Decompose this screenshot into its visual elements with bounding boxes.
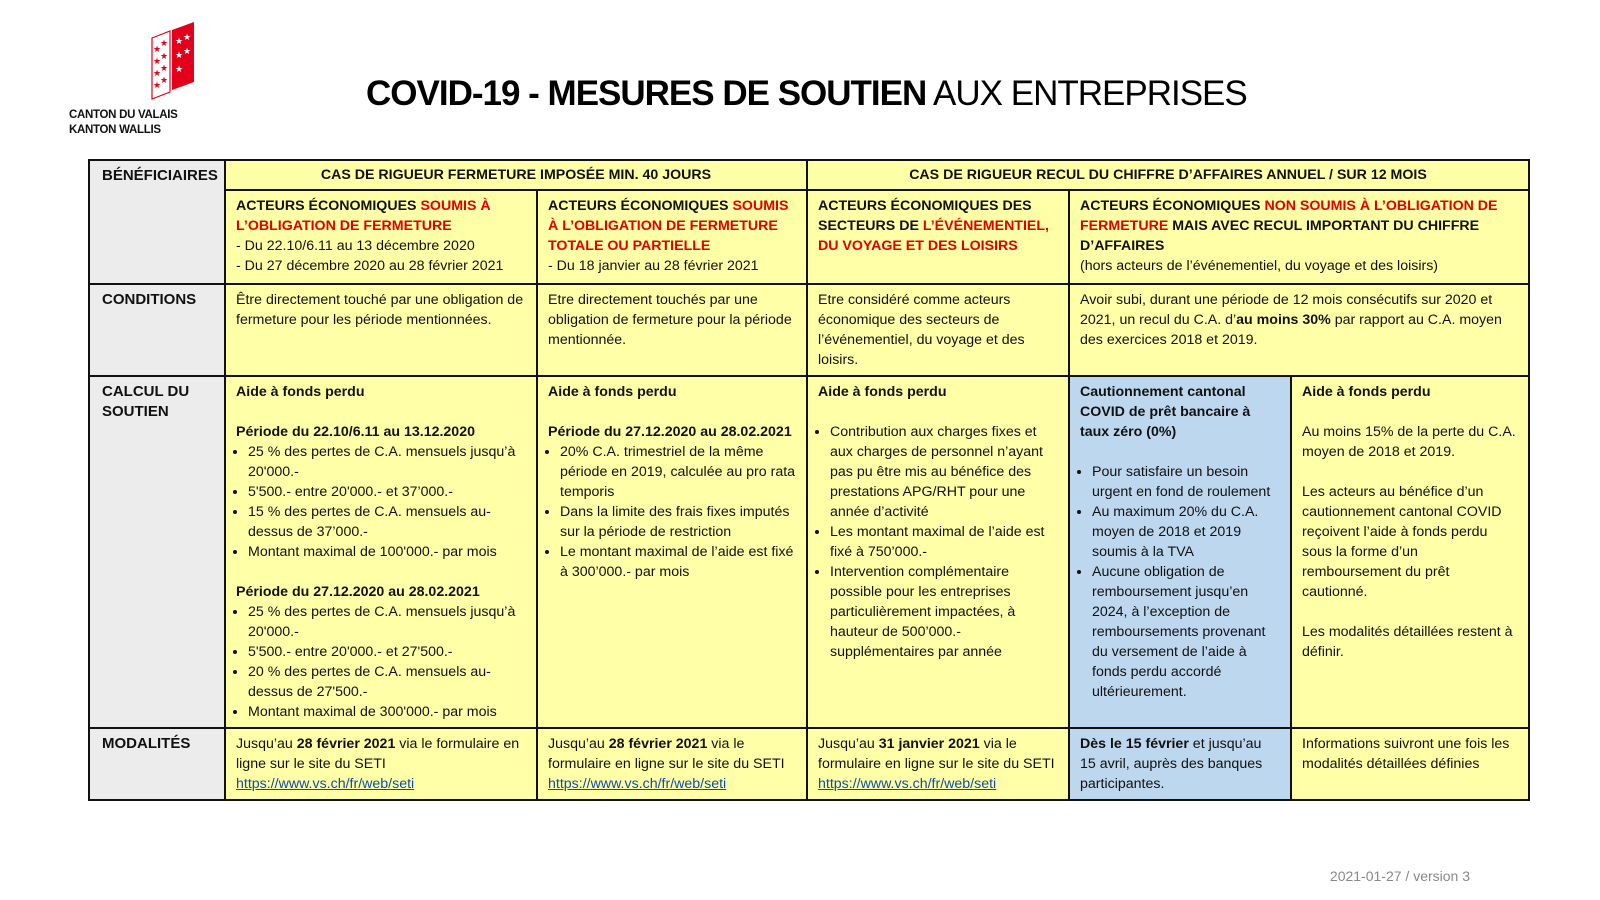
conditions-cell-3: Etre considéré comme acteurs économique des secteurs de l’événementiel, du voyage et des loisirs.: [807, 284, 1069, 376]
list-item: • 5'500.- entre 20'000.- et 27'500.-: [248, 642, 526, 662]
label-calcul: CALCUL DU SOUTIEN: [89, 376, 225, 728]
svg-text:★: ★: [153, 69, 162, 79]
title-rest: AUX ENTREPRISES: [926, 74, 1247, 113]
list-item: • 5'500.- entre 20'000.- et 37’000.-: [248, 482, 526, 502]
version-footer: 2021-01-27 / version 3: [1329, 868, 1470, 884]
svg-text:★: ★: [160, 76, 169, 86]
list-item: • Le montant maximal de l’aide est fixé à 300’000.- par mois: [560, 542, 796, 582]
modalites-cell-3: Jusqu’au 31 janvier 2021 via le formulaire en ligne sur le site du SETI https://www.vs.ch/fr/web/seti: [807, 728, 1069, 800]
list-item: • 20 % des pertes de C.A. mensuels au-dessus de 27'500.-: [248, 662, 526, 702]
svg-text:★: ★: [160, 52, 169, 62]
benef-cell-4: ACTEURS ÉCONOMIQUES NON SOUMIS À L’OBLIGATION DE FERMETURE MAIS AVEC RECUL IMPORTANT DU CHIFFRE D’AFFAIRES (hors acteurs de l’événementiel, du voyage et des loisirs): [1069, 190, 1529, 284]
calcul-cell-2: Aide à fonds perdu Période du 27.12.2020 au 28.02.2021 • 20% C.A. trimestriel de la même période en 2019, calculée au pro rata temporis • Dans la limite des frais fixes imputés sur la période de restriction • Le montant maximal de l’aide est fixé à 300’000.- par mois: [537, 376, 807, 728]
svg-text:★: ★: [153, 45, 162, 55]
svg-text:★: ★: [183, 47, 192, 57]
list-item: • Au maximum 20% du C.A. moyen de 2018 et 2019 soumis à la TVA: [1092, 502, 1280, 562]
list-item: • 20% C.A. trimestriel de la même période en 2019, calculée au pro rata temporis: [560, 442, 796, 502]
list-item: • Les montant maximal de l’aide est fixé à 750’000.-: [830, 522, 1058, 562]
measures-table: [88, 159, 1530, 801]
calcul-cell-1: Aide à fonds perdu Période du 22.10/6.11 au 13.12.2020 • 25 % des pertes de C.A. mensuels jusqu’à 20'000.- • 5'500.- entre 20'000.- et 37’000.- • 15 % des pertes de C.A. mensuels au-dessus de 37’000.- • Montant maximal de 100'000.- par mois Période du 27.12.2020 au 28.02.2021 • 25 % des pertes de C.A. mensuels jusqu’à 20'000.- • 5'500.- entre 20'000.- et 27'500.- • 20 % des pertes de C.A. mensuels au-dessus de 27'500.- • Montant maximal de 300'000.- par mois: [225, 376, 537, 728]
svg-text:★: ★: [160, 64, 169, 74]
benef-2-period-1: - Du 18 janvier au 28 février 2021: [548, 258, 759, 274]
list-item: • 25 % des pertes de C.A. mensuels jusqu’à 20'000.-: [248, 442, 526, 482]
calcul-cell-4: Cautionnement cantonal COVID de prêt bancaire à taux zéro (0%) • Pour satisfaire un besoin urgent en fond de roulement • Au maximum 20% du C.A. moyen de 2018 et 2019 soumis à la TVA • Aucune obligation de remboursement jusqu’en 2024, à l’exception de remboursements provenant du versement de l’aide à fonds perdu accordé ultérieurement.: [1069, 376, 1291, 728]
title-bold: COVID-19 - MESURES DE SOUTIEN: [366, 74, 927, 113]
logo-line-1: CANTON DU VALAIS: [69, 109, 178, 121]
label-conditions: CONDITIONS: [89, 284, 225, 376]
conditions-cell-1: Être directement touché par une obligation de fermeture pour les période mentionnées.: [225, 284, 537, 376]
canton-logo: [66, 20, 196, 140]
conditions-cell-4: Avoir subi, durant une période de 12 mois consécutifs sur 2020 et 2021, un recul du C.A. d’au moins 30% par rapport au C.A. moyen des exercices 2018 et 2019.: [1069, 284, 1529, 376]
label-beneficiaires: BÉNÉFICIAIRES: [89, 160, 225, 284]
calcul-cell-5: Aide à fonds perdu Au moins 15% de la perte du C.A. moyen de 2018 et 2019. Les acteurs au bénéfice d’un cautionnement cantonal COVID reçoivent l’aide à fonds perdu sous la forme d’un remboursement du prêt cautionné. Les modalités détaillées restent à définir.: [1291, 376, 1529, 728]
list-item: • 15 % des pertes de C.A. mensuels au-dessus de 37’000.-: [248, 502, 526, 542]
calcul-cell-3: Aide à fonds perdu • Contribution aux charges fixes et aux charges de personnel n’ayant pas pu être mis au bénéfice des prestations APG/RHT pour une année d’activité • Les montant maximal de l’aide est fixé à 750’000.- • Intervention complémentaire possible pour les entreprises particulièrement impactées, à hauteur de 500’000.- supplémentaires par année: [807, 376, 1069, 728]
benef-cell-2: ACTEURS ÉCONOMIQUES SOUMIS À L’OBLIGATION DE FERMETURE TOTALE OU PARTIELLE - Du 18 janvier au 28 février 2021: [537, 190, 807, 284]
svg-text:★: ★: [175, 51, 184, 61]
seti-link[interactable]: https://www.vs.ch/fr/web/seti: [818, 776, 997, 792]
seti-link[interactable]: https://www.vs.ch/fr/web/seti: [548, 776, 727, 792]
svg-text:★: ★: [160, 39, 169, 49]
svg-text:★: ★: [175, 37, 184, 47]
svg-text:★: ★: [153, 81, 162, 91]
list-item: • Montant maximal de 300'000.- par mois: [248, 702, 526, 722]
benef-1-period-2: - Du 27 décembre 2020 au 28 février 2021: [236, 258, 504, 274]
svg-text:★: ★: [153, 57, 162, 67]
benef-4-note: (hors acteurs de l’événementiel, du voyage et des loisirs): [1080, 258, 1439, 274]
header-fermeture: CAS DE RIGUEUR FERMETURE IMPOSÉE MIN. 40 JOURS: [225, 160, 807, 190]
conditions-cell-2: Etre directement touchés par une obligation de fermeture pour la période mentionnée.: [537, 284, 807, 376]
page-title: [366, 74, 1247, 114]
valais-flag-icon: [150, 22, 196, 104]
benef-1-period-1: - Du 22.10/6.11 au 13 décembre 2020: [236, 238, 475, 254]
list-item: • 25 % des pertes de C.A. mensuels jusqu’à 20'000.-: [248, 602, 526, 642]
list-item: • Contribution aux charges fixes et aux charges de personnel n’ayant pas pu être mis au bénéfice des prestations APG/RHT pour une année d’activité: [830, 422, 1058, 522]
logo-line-2: KANTON WALLIS: [69, 124, 161, 136]
list-item: • Pour satisfaire un besoin urgent en fond de roulement: [1092, 462, 1280, 502]
benef-cell-3: ACTEURS ÉCONOMIQUES DES SECTEURS DE L’ÉVÉNEMENTIEL, DU VOYAGE ET DES LOISIRS: [807, 190, 1069, 284]
modalites-cell-4: Dès le 15 février et jusqu’au 15 avril, auprès des banques participantes.: [1069, 728, 1291, 800]
header-recul: CAS DE RIGUEUR RECUL DU CHIFFRE D’AFFAIRES ANNUEL / SUR 12 MOIS: [807, 160, 1529, 190]
benef-cell-1: ACTEURS ÉCONOMIQUES SOUMIS À L’OBLIGATION DE FERMETURE - Du 22.10/6.11 au 13 décembre 2020 - Du 27 décembre 2020 au 28 février 2021: [225, 190, 537, 284]
list-item: • Montant maximal de 100'000.- par mois: [248, 542, 526, 562]
svg-text:★: ★: [183, 33, 192, 43]
modalites-cell-5: Informations suivront une fois les modalités détaillées définies: [1291, 728, 1529, 800]
label-modalites: MODALITÉS: [89, 728, 225, 800]
svg-text:★: ★: [175, 65, 184, 75]
modalites-cell-2: Jusqu’au 28 février 2021 via le formulaire en ligne sur le site du SETI https://www.vs.ch/fr/web/seti: [537, 728, 807, 800]
modalites-cell-1: Jusqu’au 28 février 2021 via le formulaire en ligne sur le site du SETI https://www.vs.ch/fr/web/seti: [225, 728, 537, 800]
list-item: • Aucune obligation de remboursement jusqu’en 2024, à l’exception de remboursements provenant du versement de l’aide à fonds perdu accordé ultérieurement.: [1092, 562, 1280, 702]
list-item: • Intervention complémentaire possible pour les entreprises particulièrement impactées, à hauteur de 500’000.- supplémentaires par année: [830, 562, 1058, 662]
list-item: • Dans la limite des frais fixes imputés sur la période de restriction: [560, 502, 796, 542]
seti-link[interactable]: https://www.vs.ch/fr/web/seti: [236, 776, 415, 792]
